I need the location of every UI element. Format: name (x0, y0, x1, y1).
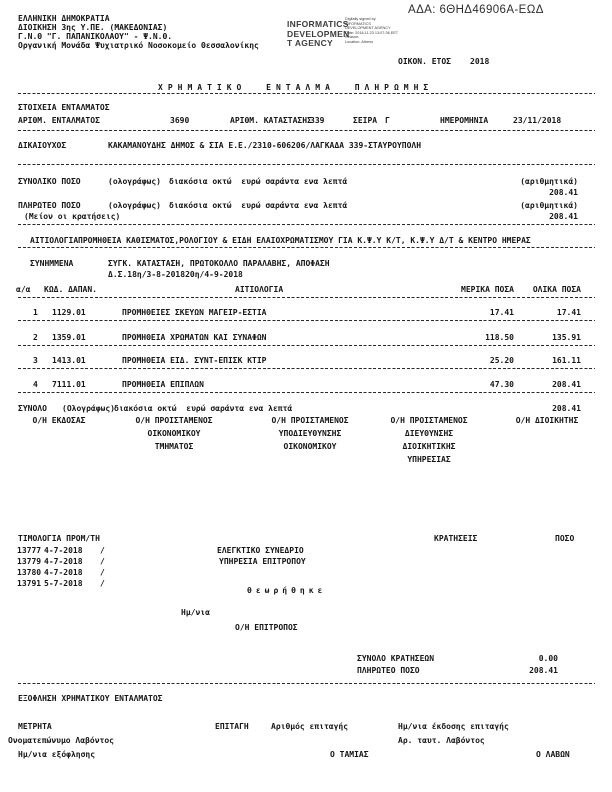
signature-head-finance-line-1: Ο/Η ΠΡΟΙΣΤΑΜΕΝΟΣ (135, 416, 213, 425)
row-index: 3 (33, 356, 38, 365)
row-index: 2 (33, 333, 38, 342)
row-code: 1129.01 (52, 308, 86, 317)
row-total-amount: 161.11 (552, 356, 581, 365)
payable-numeric-label: (αριθμητικά) (520, 201, 578, 210)
row-total-amount: 208.41 (552, 380, 581, 389)
payee-name-label: Ονοματεπώνυμο Λαβόντος (8, 736, 114, 745)
divider (18, 297, 595, 298)
voucher-number-label: ΑΡΙΘΜ. ΕΝΤΑΛΜΑΤΟΣ (18, 116, 100, 125)
invoice-date: 4-7-2018 (44, 568, 83, 577)
row-index: 1 (33, 308, 38, 317)
row-description: ΠΡΟΜΗΘΕΙΑ ΕΙΔ. ΣΥΝΤ-ΕΠΙΣΚ ΚΤΙΡ (122, 356, 267, 365)
fiscal-year-label: ΟΙΚΟΝ. ΕΤΟΣ (398, 57, 451, 66)
net-payable-label: ΠΛΗΡΩΤΕΟ ΠΟΣΟ (357, 666, 420, 675)
ada-value: 6ΘΗΔ46906Α-ΕΩΔ (439, 4, 544, 16)
col-header-total: ΟΛΙΚΑ ΠΟΣΑ (532, 285, 581, 294)
date-value: 23/11/2018 (513, 116, 562, 125)
signature-head-subdir-line-3: ΟΙΚΟΝΟΜΙΚΟΥ (283, 442, 337, 451)
deductions-total-label: ΣΥΝΟΛΟ ΚΡΑΤΗΣΕΩΝ (357, 654, 435, 663)
signature-head-admin-line-3: ΔΙΟΙΚΗΤΙΚΗΣ (402, 442, 456, 451)
sum-numeric: 208.41 (552, 404, 581, 413)
col-header-index: α/α (16, 285, 31, 294)
signature-head-finance-line-2: ΟΙΚΟΝΟΜΙΚΟΥ (147, 429, 201, 438)
payable-amount-label: ΠΛΗΡΩΤΕΟ ΠΟΣΟ (18, 201, 81, 210)
audit-commissioner: Ο/Η ΕΠΙΤΡΟΠΟΣ (235, 623, 298, 632)
signature-head-admin-line-4: ΥΠΗΡΕΣΙΑΣ (407, 455, 451, 464)
divider (18, 345, 595, 346)
stamp-agency-line-3: T AGENCY (287, 38, 334, 48)
row-code: 1359.01 (52, 333, 86, 342)
audit-approved: θεωρήθηκε (247, 586, 327, 595)
stamp-agency-line-1: INFORMATICS (287, 19, 349, 29)
signature-head-subdir-line-1: Ο/Η ΠΡΟΙΣΤΑΜΕΝΟΣ (271, 416, 349, 425)
org-line-2: ΔΙΟΙΚΗΣΗ 3ης Υ.ΠΕ. (ΜΑΚΕΔΟΝΙΑΣ) (18, 23, 168, 32)
signature-governor: Ο/Η ΔΙΟΙΚΗΤΗΣ (515, 416, 579, 425)
invoice-mark: / (100, 579, 105, 588)
stamp-agency-line-2: DEVELOPMEN (287, 28, 350, 39)
invoice-number: 13779 (17, 557, 42, 566)
signature-head-subdir-line-2: ΥΠΟΔΙΕΥΘΥΝΣΗΣ (278, 429, 342, 438)
attachments-line-1: ΣΥΓΚ. ΚΑΤΑΣΤΑΣΗ, ΠΡΩΤΟΚΟΛΛΟ ΠΑΡΑΛΑΒΗΣ, ΑΠΟΦΑΣΗ (108, 259, 330, 268)
divider (18, 392, 595, 393)
payable-amount-words: διακόσια οκτώ ευρώ σαράντα ενα λεπτά (169, 201, 348, 210)
payable-amount-numeric: 208.41 (549, 212, 578, 221)
stamp-detail-line-6: Location: Athens (345, 40, 374, 44)
total-numeric-label: (αριθμητικά) (520, 177, 578, 186)
divider (18, 683, 595, 684)
attachments-label: ΣΥΝΗΜΜΕΝΑ (30, 259, 74, 268)
cheque-label: ΕΠΙΤΑΓΗ (215, 722, 249, 731)
row-partial-amount: 118.50 (485, 333, 514, 342)
row-total-amount: 17.41 (556, 308, 581, 317)
row-total-amount: 135.91 (552, 333, 581, 342)
payable-words-label: (ολογράφως) (108, 201, 161, 210)
audit-court: ΕΛΕΓΚΤΙΚΟ ΣΥΝΕΔΡΙΟ (217, 546, 304, 555)
justification-text: ΠΡΟΜΗΘΕΙΑ ΚΑΘΙΣΜΑΤΟΣ,ΡΟΛΟΓΙΟΥ & ΕΙΔΗ ΕΛΑΙΟΧΡΩΜΑΤΙΣΜΟΥ ΓΙΑ Κ.Ψ.Υ Κ/Τ, Κ.Ψ.Υ Δ/Τ & ΚΕΝΤΡΟ ΗΜΕΡΑΣ (78, 236, 531, 245)
minus-deductions-note: (Μείον οι κρατήσεις) (24, 212, 121, 221)
divider (18, 224, 595, 225)
total-amount-words: διακόσια οκτώ ευρώ σαράντα ενα λεπτά (169, 177, 348, 186)
invoice-number: 13791 (17, 579, 42, 588)
total-amount-label: ΣΥΝΟΛΙΚΟ ΠΟΣΟ (18, 177, 81, 186)
row-partial-amount: 17.41 (489, 308, 514, 317)
total-amount-numeric: 208.41 (549, 188, 578, 197)
row-code: 1413.01 (52, 356, 86, 365)
sum-label: ΣΥΝΟΛΟ (18, 404, 47, 413)
col-header-code: ΚΩΔ. ΔΑΠΑΝ. (44, 285, 97, 294)
series-label: ΣΕΙΡΑ (353, 116, 378, 125)
cashier-label: Ο ΤΑΜΙΑΣ (330, 750, 369, 759)
justification-label: ΑΙΤΙΟΛΟΓΙΑ (30, 236, 79, 245)
cash-label: ΜΕΤΡΗΤΑ (18, 722, 52, 731)
invoice-mark: / (100, 546, 105, 555)
stamp-detail-line-5: Reason: (345, 35, 360, 40)
audit-date-label: Ημ/νια (181, 608, 210, 617)
audit-service: ΥΠΗΡΕΣΙΑ ΕΠΙΤΡΟΠΟΥ (219, 557, 306, 566)
row-code: 7111.01 (52, 380, 86, 389)
document-title: ΧΡΗΜΑΤΙΚΟ ΕΝΤΑΛΜΑ ΠΛΗΡΩΜΗΣ (158, 83, 434, 92)
row-partial-amount: 47.30 (489, 380, 514, 389)
org-line-3: Γ.Ν.Θ "Γ. ΠΑΠΑΝΙΚΟΛΑΟΥ" - Ψ.Ν.Θ. (18, 32, 173, 41)
deductions-header: ΚΡΑΤΗΣΕΙΣ (434, 534, 478, 543)
divider (18, 247, 595, 248)
col-header-partial: ΜΕΡΙΚΑ ΠΟΣΑ (461, 285, 514, 294)
voucher-number-value: 3690 (170, 116, 190, 125)
ada-label: ΑΔΑ: (408, 4, 436, 16)
payee-id-label: Αρ. ταυτ. Λαβόντος (398, 736, 485, 745)
deductions-amount-header: ΠΟΣΟ (555, 534, 575, 543)
invoice-date: 4-7-2018 (44, 557, 83, 566)
attachments-line-2: Δ.Σ.18η/3-8-201820η/4-9-2018 (108, 270, 243, 279)
stamp-detail-line-1: Digitally signed by (345, 17, 376, 21)
invoice-number: 13780 (17, 568, 42, 577)
beneficiary-label: ΔΙΚΑΙΟΥΧΟΣ (18, 141, 67, 150)
divider (18, 368, 595, 369)
cheque-date-label: Ημ/νια έκδοσης επιταγής (398, 722, 509, 731)
divider (18, 93, 595, 94)
net-payable-value: 208.41 (529, 666, 558, 675)
beneficiary-value: ΚΑΚΑΜΑΝΟΥΔΗΣ ΔΗΜΟΣ & ΣΙΑ Ε.Ε./2310-606206/ΛΑΓΚΑΔΑ 339-ΣΤΑΥΡΟΥΠΟΛΗ (108, 141, 422, 150)
recipient-label: Ο ΛΑΒΩΝ (536, 750, 570, 759)
fiscal-year-value: 2018 (470, 57, 490, 66)
divider (18, 164, 595, 165)
invoice-date: 5-7-2018 (44, 579, 83, 588)
invoice-mark: / (100, 568, 105, 577)
paid-date-label: Ημ/νια εξόφλησης (18, 750, 96, 759)
row-partial-amount: 25.20 (489, 356, 514, 365)
statement-number-value: 339 (310, 116, 325, 125)
ada-code (408, 6, 544, 15)
signature-head-admin-line-2: ΔΙΕΥΘΥΝΣΗΣ (404, 429, 454, 438)
deductions-total-value: 0.00 (538, 654, 558, 663)
invoice-mark: / (100, 557, 105, 566)
col-header-justification: ΑΙΤΙΟΛΟΓΙΑ (235, 285, 284, 294)
signature-head-admin-line-1: Ο/Η ΠΡΟΙΣΤΑΜΕΝΟΣ (390, 416, 468, 425)
total-words-label: (ολογράφως) (108, 177, 161, 186)
invoices-label: ΤΙΜΟΛΟΓΙΑ ΠΡΟΜ/ΤΗ (18, 534, 100, 543)
signature-issuer: Ο/Η ΕΚΔΟΣΑΣ (32, 416, 86, 425)
org-line-1: ΕΛΛΗΝΙΚΗ ΔΗΜΟΚΡΑΤΙΑ (18, 14, 110, 23)
statement-number-label: ΑΡΙΘΜ. ΚΑΤΑΣΤΑΣΗΣ (230, 116, 312, 125)
cheque-number-label: Αριθμός επιταγής (271, 722, 349, 731)
settlement-title: ΕΞΟΦΛΗΣΗ ΧΡΗΜΑΤΙΚΟΥ ΕΝΤΑΛΜΑΤΟΣ (18, 694, 163, 703)
row-index: 4 (33, 380, 38, 389)
date-label: ΗΜΕΡΟΜΗΝΙΑ (440, 116, 489, 125)
row-description: ΠΡΟΜΗΘΕΙΕΣ ΣΚΕΥΩΝ ΜΑΓΕΙΡ-ΕΣΤΙΑ (122, 308, 267, 317)
row-description: ΠΡΟΜΗΘΕΙΑ ΧΡΩΜΑΤΩΝ ΚΑΙ ΣΥΝΑΦΩΝ (122, 333, 267, 342)
stamp-detail-line-4: Date: 2018.11.23 13:07:36 EET (345, 30, 399, 35)
sum-words: διακόσια οκτώ ευρώ σαράντα ενα λεπτά (114, 404, 293, 413)
divider (18, 320, 595, 321)
sum-words-label: (Ολογράφως) (62, 404, 115, 413)
stamp-detail-line-3: DEVELOPMENT AGENCY (345, 26, 391, 31)
row-description: ΠΡΟΜΗΘΕΙΑ ΕΠΙΠΛΩΝ (122, 380, 204, 389)
voucher-section-label: ΣΤΟΙΧΕΙΑ ΕΝΤΑΛΜΑΤΟΣ (18, 103, 110, 112)
invoice-number: 13777 (17, 546, 42, 555)
stamp-detail-line-2: INFORMATICS (345, 21, 371, 26)
org-line-4: Οργανική Μονάδα Ψυχιατρικό Νοσοκομείο Θεσσαλονίκης (18, 41, 259, 50)
invoice-date: 4-7-2018 (44, 546, 83, 555)
signature-head-finance-line-3: ΤΜΗΜΑΤΟΣ (154, 442, 194, 451)
divider (18, 130, 595, 131)
series-value: Γ (385, 116, 390, 125)
